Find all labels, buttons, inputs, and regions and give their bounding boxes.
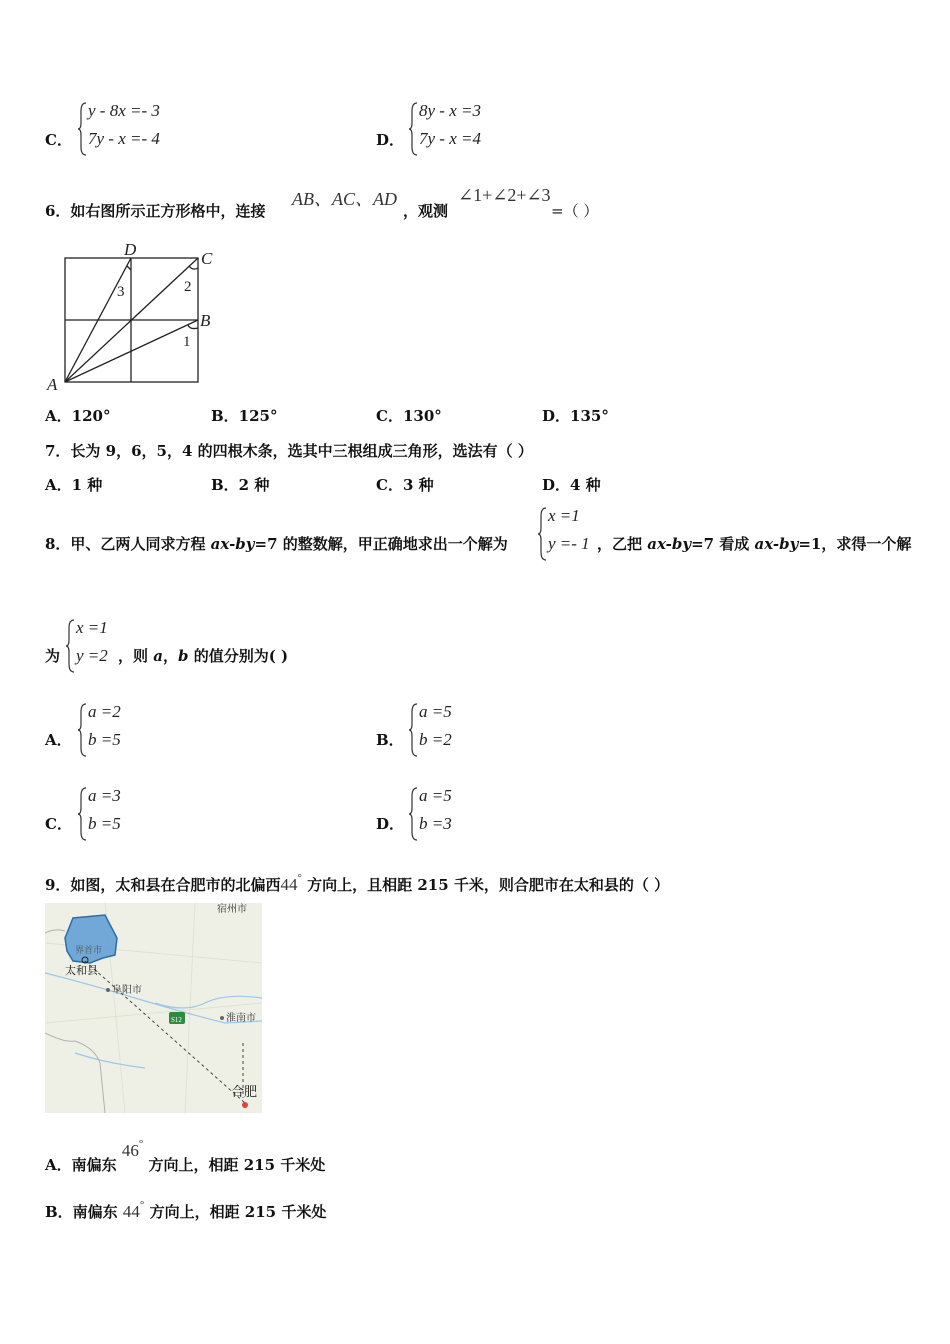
equation: 7y - x =4: [419, 129, 481, 148]
road-label: S12: [171, 1016, 182, 1024]
brace-icon: [66, 618, 76, 674]
question-text: =7 看成: [691, 535, 755, 553]
question-text: ，观测: [403, 202, 449, 220]
huainan-marker: [220, 1016, 224, 1020]
option-label: D．: [376, 131, 405, 149]
angle-value: 44: [122, 1202, 140, 1221]
angle-2-label: 2: [184, 279, 192, 295]
taihe-county-region: [65, 915, 117, 963]
square-grid-figure: [44, 238, 224, 394]
angle-1-arc: [188, 325, 198, 329]
option-d[interactable]: D．4 种: [542, 476, 601, 494]
brace-icon: [78, 702, 88, 758]
equation: b =3: [419, 814, 452, 833]
brace-icon: [78, 786, 88, 842]
variable-a: a: [153, 647, 163, 665]
question-line: [45, 872, 669, 895]
equation: x =1: [76, 618, 108, 637]
option-c[interactable]: C．130°: [376, 407, 442, 425]
point-c-label: C: [201, 249, 213, 268]
option-label: A．: [45, 731, 72, 749]
point-b-label: B: [200, 311, 211, 330]
question-text: 9．如图，太和县在合肥市的北偏西: [45, 876, 281, 894]
question-text: 7．长为 9，6，5，4 的四根木条，选其中三根组成三角形，选法有（ ）: [45, 442, 533, 460]
point-d-label: D: [124, 240, 137, 259]
point-a-label: A: [47, 375, 58, 394]
equation: a =5: [419, 702, 452, 721]
question-text: 6．如右图所示正方形格中，连接: [45, 202, 266, 220]
equation: a =5: [419, 786, 452, 805]
suzhou-label: 宿州市: [217, 904, 247, 915]
degree-icon: °: [139, 1199, 145, 1211]
equation: b =5: [88, 814, 121, 833]
map-figure: [45, 903, 262, 1113]
angle-1-label: 1: [183, 334, 191, 350]
hefei-label: 合肥: [231, 1084, 258, 1099]
equation: 7y - x =- 4: [88, 129, 160, 148]
question-line-1b: [597, 533, 911, 554]
question-text: 8．甲、乙两人同求方程: [45, 535, 211, 553]
option-text: B．南偏东: [45, 1203, 118, 1221]
question-text: ，: [162, 647, 178, 665]
option-label: B．: [376, 731, 404, 749]
question-text: ，乙把: [597, 535, 648, 553]
question-line-2: [118, 645, 288, 666]
brace-icon: [78, 101, 88, 157]
math-angles: ∠1+∠2+∠3: [458, 185, 551, 205]
question-text: 为: [45, 647, 61, 665]
equation-text: ax-by: [647, 535, 692, 553]
question-text: =7 的整数解，甲正确地求出一个解为: [254, 535, 508, 553]
equation: x =1: [548, 506, 580, 525]
angle-value: 44: [280, 875, 298, 894]
option-d[interactable]: D．135°: [542, 407, 609, 425]
degree-icon: °: [138, 1138, 144, 1150]
equation: b =5: [88, 730, 121, 749]
option-b[interactable]: [45, 1199, 326, 1222]
equation: a =3: [88, 786, 121, 805]
question-text: =（ ）: [551, 202, 599, 220]
question-text: =1，求得一个解: [798, 535, 912, 553]
option-c[interactable]: C．3 种: [376, 476, 434, 494]
angle-3-label: 3: [117, 284, 125, 300]
option-a[interactable]: [45, 1138, 326, 1175]
option-a[interactable]: A．1 种: [45, 476, 103, 494]
fuyang-label: 阜阳市: [112, 985, 142, 996]
jieshou-label: 界首市: [75, 945, 103, 955]
equation: a =2: [88, 702, 121, 721]
fuyang-marker: [106, 988, 110, 992]
math-segments: AB、AC、AD: [292, 189, 397, 209]
question-text: 方向上，且相距 215 千米，则合肥市在太和县的（ ）: [307, 876, 670, 894]
option-label: D．: [376, 815, 405, 833]
brace-icon: [538, 506, 548, 562]
equation: y - 8x =- 3: [88, 101, 160, 120]
question-text: ，则: [118, 647, 154, 665]
brace-icon: [409, 702, 419, 758]
option-label: C．: [45, 131, 72, 149]
brace-icon: [409, 101, 419, 157]
equation: 8y - x =3: [419, 101, 481, 120]
equation: y =- 1: [548, 534, 590, 553]
question-text: 的值分别为( ): [188, 647, 289, 665]
option-text: 方向上，相距 215 千米处: [148, 1156, 326, 1174]
angle-2-arc: [189, 266, 198, 269]
angle-value: 46: [121, 1141, 139, 1160]
hefei-marker: [242, 1102, 248, 1108]
option-label: C．: [45, 815, 72, 833]
option-text: 方向上，相距 215 千米处: [149, 1203, 327, 1221]
question-line-1: [45, 533, 508, 554]
option-b[interactable]: B．2 种: [211, 476, 270, 494]
huainan-label: 淮南市: [226, 1013, 256, 1024]
equation: y =2: [76, 646, 108, 665]
equation-text: ax-by: [210, 535, 255, 553]
equation-text: ax-by: [754, 535, 799, 553]
brace-icon: [409, 786, 419, 842]
variable-b: b: [177, 647, 189, 665]
equation: b =2: [419, 730, 452, 749]
degree-icon: °: [297, 872, 302, 884]
option-text: A．南偏东: [45, 1156, 117, 1174]
option-b[interactable]: B．125°: [211, 407, 278, 425]
taihe-label: 太和县: [65, 965, 98, 977]
option-a[interactable]: A．120°: [45, 407, 111, 425]
